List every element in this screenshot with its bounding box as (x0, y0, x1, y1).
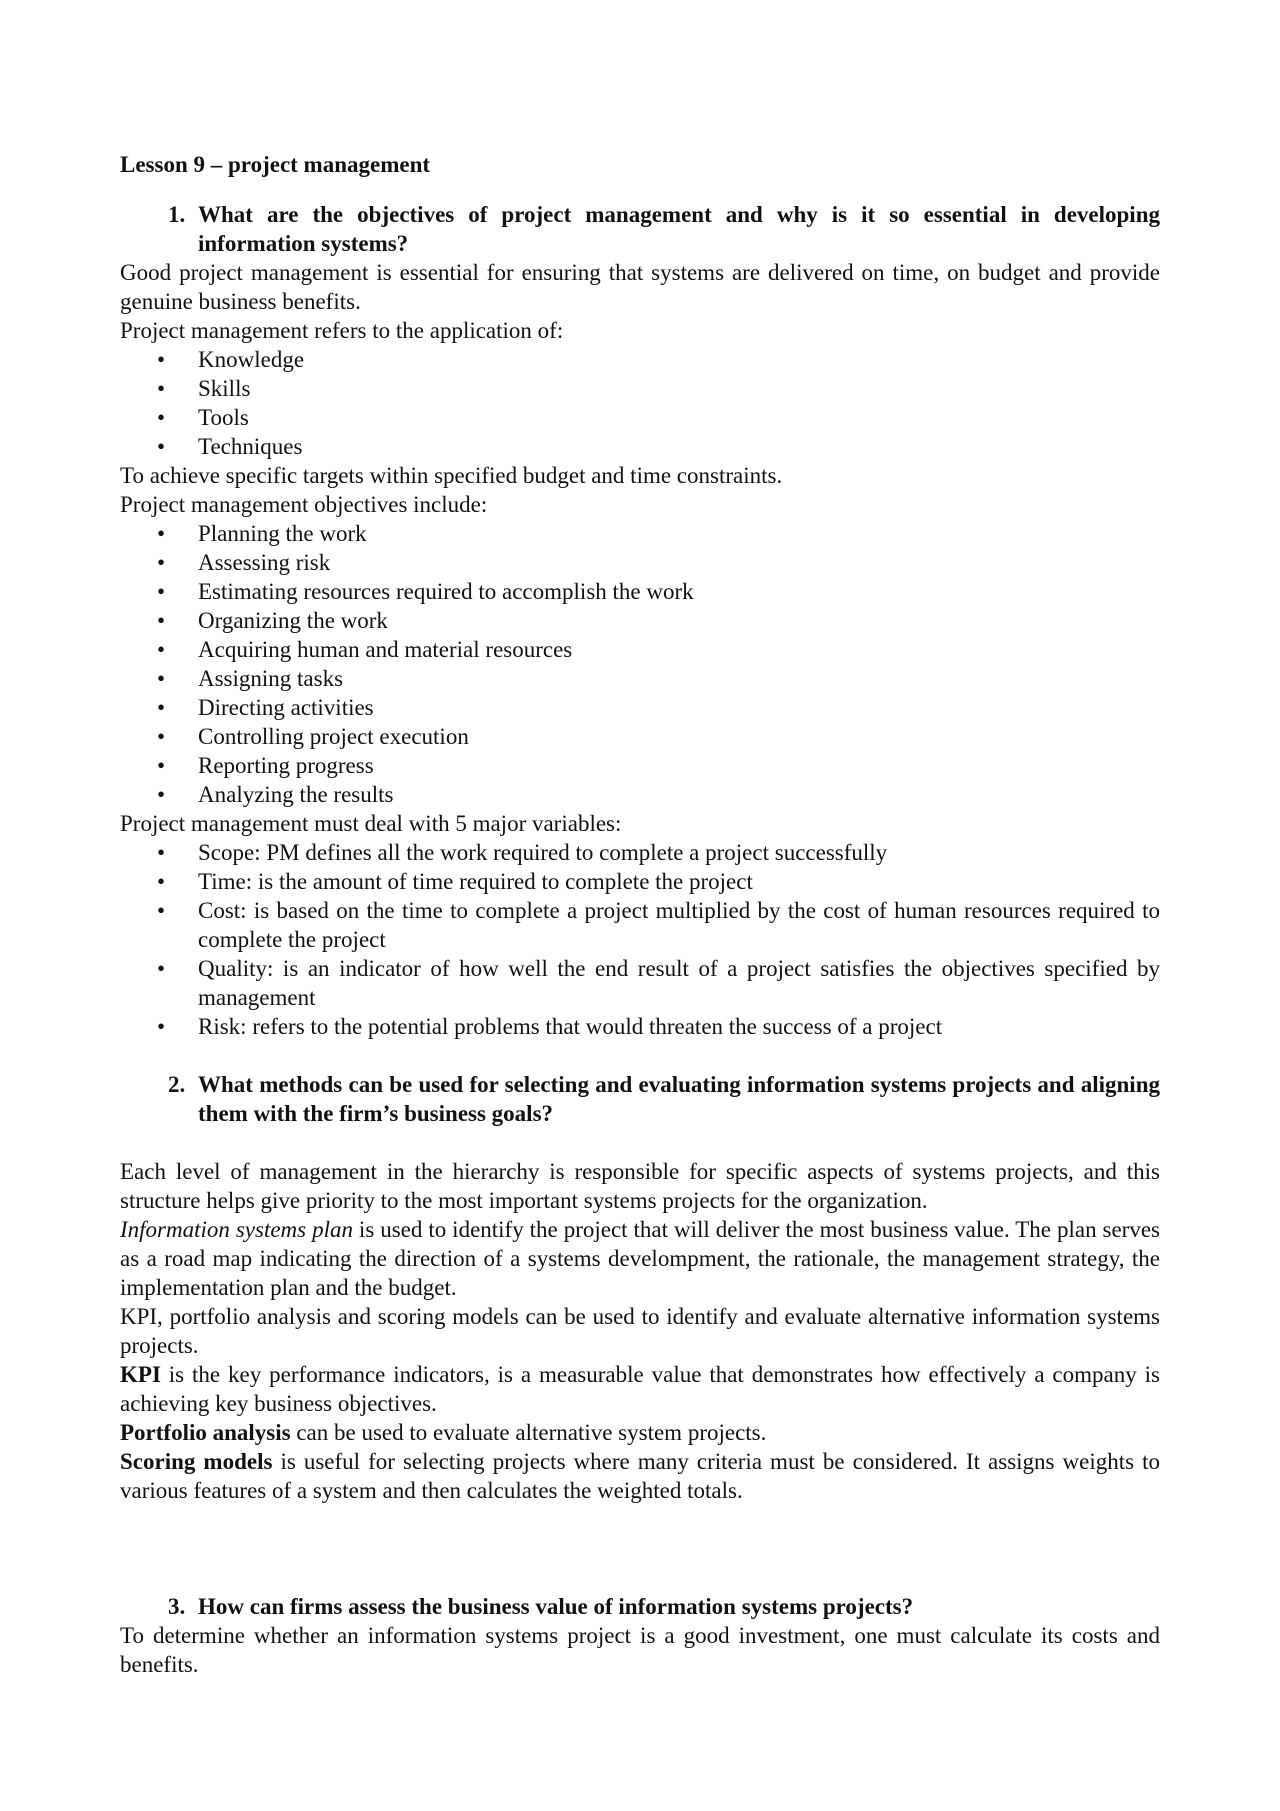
list-item-text: Scope: PM defines all the work required to complete a project successfully (198, 840, 888, 865)
list-item-text: Reporting progress (198, 753, 374, 778)
list-item-text: Knowledge (198, 347, 305, 372)
bold-term: Scoring models (120, 1449, 273, 1474)
paragraph: Information systems plan is used to identify the project that will deliver the most business value. The plan serves as a road map indicating the direction of a systems develompment, the rationale, the management strategy, the implementation plan and the budget. (120, 1217, 1160, 1300)
list-item (120, 722, 1160, 751)
bullet-icon: • (157, 434, 166, 459)
paragraph: Portfolio analysis can be used to evaluate alternative system projects. (120, 1420, 767, 1445)
list-item (120, 867, 1160, 896)
list-item (120, 519, 1160, 548)
list-item-text: Time: is the amount of time required to complete the project (198, 869, 753, 894)
bullet-icon: • (157, 550, 166, 575)
bullet-icon: • (157, 376, 166, 401)
lesson-title: Lesson 9 – project management (120, 152, 431, 177)
question-number: 2. (168, 1072, 186, 1097)
list-item-text: Analyzing the results (198, 782, 394, 807)
bullet-icon: • (157, 840, 166, 865)
paragraph: To achieve specific targets within specified budget and time constraints. (120, 463, 783, 488)
bullet-icon: • (157, 753, 166, 778)
list-item (120, 751, 1160, 780)
list-item (120, 954, 1160, 1012)
list-item (120, 345, 1160, 374)
bullet-icon: • (157, 666, 166, 691)
question-1 (120, 200, 1160, 258)
question-3 (120, 1592, 1160, 1621)
list-item (120, 896, 1160, 954)
list-item (120, 432, 1160, 461)
list-item-text: Cost: is based on the time to complete a project multiplied by the cost of human resources required to complete the project (198, 898, 1160, 952)
bullet-icon: • (157, 521, 166, 546)
bold-term: Portfolio analysis (120, 1420, 291, 1445)
bullet-icon: • (157, 956, 166, 981)
bullet-icon: • (157, 869, 166, 894)
bullet-list-variables (120, 838, 1160, 1041)
list-item-text: Tools (198, 405, 249, 430)
list-item-text: Assessing risk (198, 550, 331, 575)
list-item-text: Acquiring human and material resources (198, 637, 573, 662)
list-item (120, 838, 1160, 867)
question-number: 1. (168, 202, 186, 227)
bullet-icon: • (157, 724, 166, 749)
list-item (120, 577, 1160, 606)
paragraph: Each level of management in the hierarchy is responsible for specific aspects of systems projects, and this structure helps give priority to the most important systems projects for the organization. (120, 1159, 1160, 1213)
paragraph: To determine whether an information systems project is a good investment, one must calculate its costs and benefits. (120, 1623, 1160, 1677)
bullet-icon: • (157, 347, 166, 372)
list-item-text: Risk: refers to the potential problems that would threaten the success of a project (198, 1014, 943, 1039)
list-item (120, 693, 1160, 722)
list-item-text: Planning the work (198, 521, 367, 546)
bullet-icon: • (157, 898, 166, 923)
paragraph: Scoring models is useful for selecting projects where many criteria must be considered. It assigns weights to various features of a system and then calculates the weighted totals. (120, 1449, 1161, 1503)
paragraph: KPI, portfolio analysis and scoring models can be used to identify and evaluate alternative information systems projects. (120, 1304, 1160, 1358)
bullet-icon: • (157, 405, 166, 430)
list-item-text: Skills (198, 376, 251, 401)
question-text: What methods can be used for selecting and evaluating information systems projects and aligning them with the firm’s business goals? (198, 1072, 1160, 1126)
list-item-text: Estimating resources required to accomplish the work (198, 579, 694, 604)
list-item (120, 664, 1160, 693)
bold-term: KPI (120, 1362, 161, 1387)
list-item (120, 780, 1160, 809)
list-item-text: Techniques (198, 434, 303, 459)
list-item (120, 1012, 1160, 1041)
question-number: 3. (168, 1594, 186, 1619)
list-item (120, 403, 1160, 432)
list-item (120, 374, 1160, 403)
list-item (120, 635, 1160, 664)
bullet-icon: • (157, 579, 166, 604)
paragraph: Project management refers to the application of: (120, 318, 564, 343)
bullet-list-objectives (120, 519, 1160, 809)
bullet-icon: • (157, 782, 166, 807)
bullet-icon: • (157, 1014, 166, 1039)
list-item (120, 606, 1160, 635)
list-item (120, 548, 1160, 577)
list-item-text: Directing activities (198, 695, 374, 720)
paragraph: Project management must deal with 5 major variables: (120, 811, 622, 836)
document-page (120, 150, 1160, 1679)
question-2 (120, 1070, 1160, 1128)
paragraph: Project management objectives include: (120, 492, 488, 517)
question-text: How can firms assess the business value of information systems projects? (198, 1594, 914, 1619)
list-item-text: Controlling project execution (198, 724, 469, 749)
paragraph: Good project management is essential for ensuring that systems are delivered on time, on budget and provide genuine business benefits. (120, 260, 1160, 314)
bullet-icon: • (157, 695, 166, 720)
list-item-text: Assigning tasks (198, 666, 344, 691)
bullet-icon: • (157, 637, 166, 662)
list-item-text: Quality: is an indicator of how well the end result of a project satisfies the objectives specified by management (198, 956, 1160, 1010)
paragraph: KPI is the key performance indicators, is a measurable value that demonstrates how effectively a company is achieving key business objectives. (120, 1362, 1160, 1416)
bullet-icon: • (157, 608, 166, 633)
italic-term: Information systems plan (120, 1217, 353, 1242)
list-item-text: Organizing the work (198, 608, 388, 633)
question-text: What are the objectives of project management and why is it so essential in developing information systems? (198, 202, 1160, 256)
bullet-list-application (120, 345, 1160, 461)
